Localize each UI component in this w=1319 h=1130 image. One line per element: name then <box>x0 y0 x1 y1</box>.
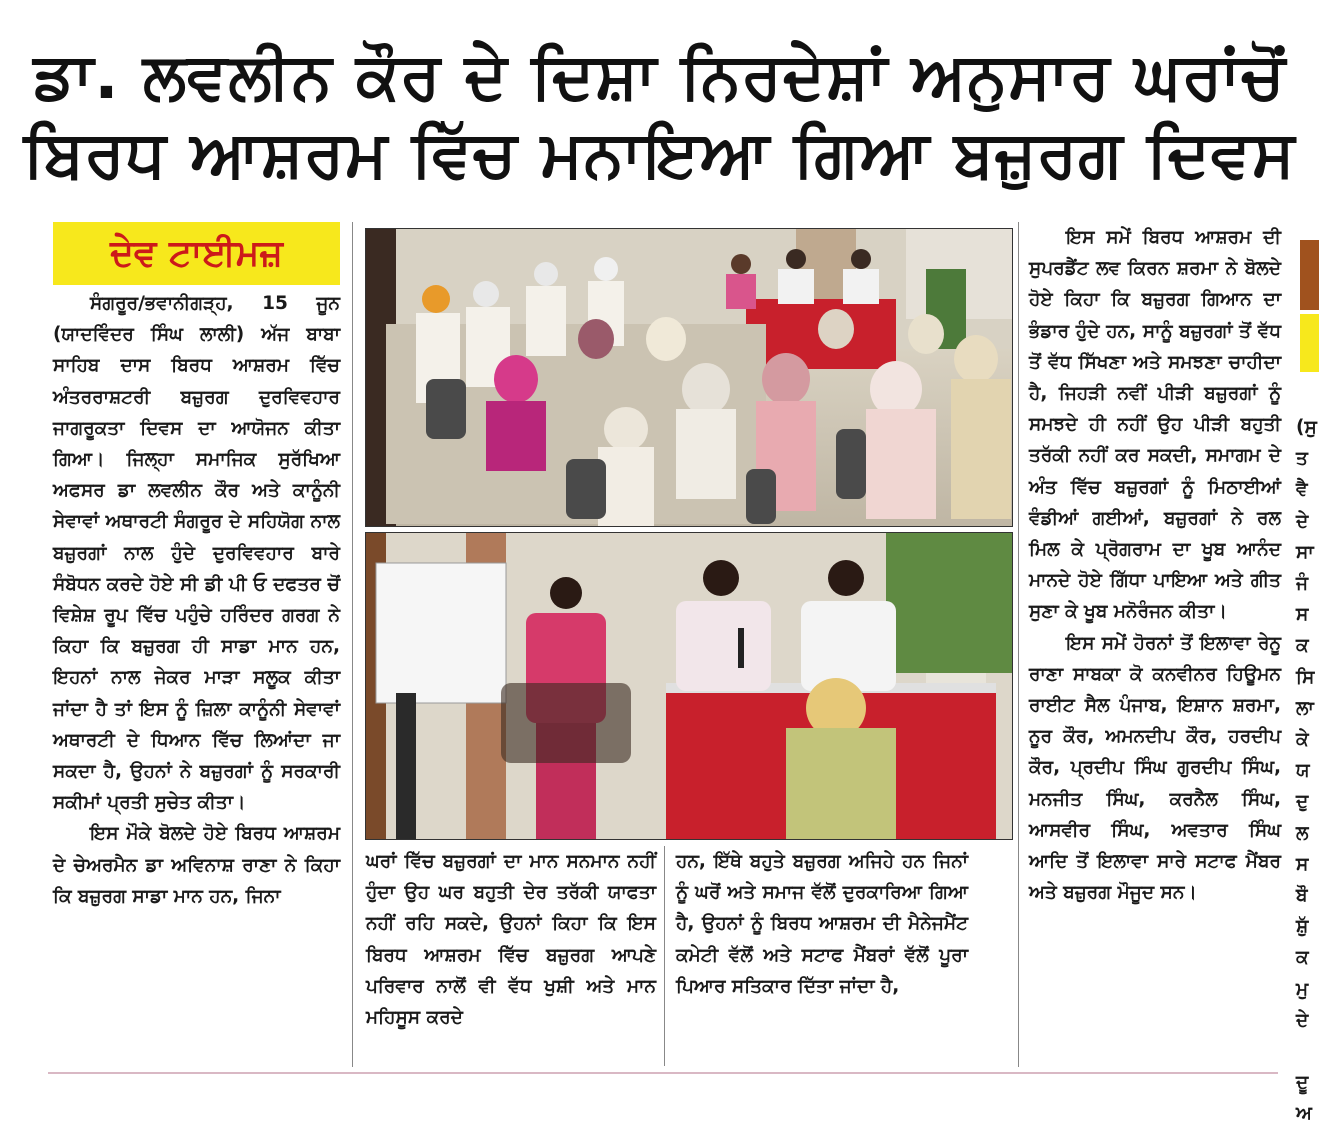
article-column-2b <box>676 846 968 1066</box>
adjacent-article-brand-fragment <box>1300 314 1319 372</box>
article-column-2a <box>366 846 656 1066</box>
adjacent-article-brand-fragment <box>1300 240 1319 310</box>
article-paragraph: ਇਸ ਸਮੇਂ ਬਿਰਧ ਆਸ਼ਰਮ ਦੀ ਸੁਪਰਡੈਂਟ ਲਵ ਕਿਰਨ ਸ਼ਰਮਾ ਨੇ ਬੋਲਦੇ ਹੋਏ ਕਿਹਾ ਕਿ ਬਜ਼ੁਰਗ ਗਿਆਨ ਦਾ ਭੰਡਾਰ ਹੁੰਦੇ ਹਨ, ਸਾਨੂੰ ਬਜ਼ੁਰਗਾਂ ਤੋਂ ਵੱਧ ਤੋਂ ਵੱਧ ਸਿੱਖਣਾ ਅਤੇ ਸਮਝਣਾ ਚਾਹੀਦਾ ਹੈ, ਜਿਹੜੀ ਨਵੀਂ ਪੀੜੀ ਬਜ਼ੁਰਗਾਂ ਨੂੰ ਸਮਝਦੇ ਹੀ ਨਹੀਂ ਉਹ ਪੀੜੀ ਬਹੁਤੀ ਤਰੱਕੀ ਨਹੀਂ ਕਰ ਸਕਦੀ, ਸਮਾਗਮ ਦੇ ਅੰਤ ਵਿੱਚ ਬਜ਼ੁਰਗਾਂ ਨੂੰ ਮਿਠਾਈਆਂ ਵੰਡੀਆਂ ਗਈਆਂ, ਬਜ਼ੁਰਗਾਂ ਨੇ ਰਲ ਮਿਲ ਕੇ ਪ੍ਰੋਗਰਾਮ ਦਾ ਖੂਬ ਆਨੰਦ ਮਾਨਦੇ ਹੋਏ ਗਿੱਧਾ ਪਾਇਆ ਅਤੇ ਗੀਤ ਸੁਣਾ ਕੇ ਖੂਬ ਮਨੋਰੰਜਨ ਕੀਤਾ। <box>1029 227 1281 623</box>
headline-line-2: ਬਿਰਧ ਆਸ਼ਰਮ ਵਿੱਚ ਮਨਾਇਆ ਗਿਆ ਬਜ਼ੁਰਗ ਦਿਵਸ <box>23 118 1296 192</box>
headline-line-1: ਡਾ. ਲਵਲੀਨ ਕੌਰ ਦੇ ਦਿਸ਼ਾ ਨਿਰਦੇਸ਼ਾਂ ਅਨੁਸਾਰ ਘਰਾਂਚੋਂ <box>33 40 1286 114</box>
article-paragraph: ਇਸ ਸਮੇਂ ਹੋਰਨਾਂ ਤੋਂ ਇਲਾਵਾ ਰੇਨੂ ਰਾਣਾ ਸਾਬਕਾ ਕੋ ਕਨਵੀਨਰ ਹਿਊਮਨ ਰਾਈਟ ਸੈਲ ਪੰਜਾਬ, ਇਸ਼ਾਨ ਸ਼ਰਮਾ, ਨੂਰ ਕੌਰ, ਅਮਨਦੀਪ ਕੌਰ, ਹਰਦੀਪ ਕੌਰ, ਪ੍ਰਦੀਪ ਸਿੰਘ ਗੁਰਦੀਪ ਸਿੰਘ, ਮਨਜੀਤ ਸਿੰਘ, ਕਰਨੈਲ ਸਿੰਘ, ਆਸਵੀਰ ਸਿੰਘ, ਅਵਤਾਰ ਸਿੰਘ ਆਦਿ ਤੋਂ ਇਲਾਵਾ ਸਾਰੇ ਸਟਾਫ ਮੈਂਬਰ ਅਤੇ ਬਜ਼ੁਰਗ ਮੌਜੂਦ ਸਨ। <box>1029 632 1281 904</box>
newspaper-brand-name: ਦੇਵ ਟਾਈਮਜ਼ <box>110 232 283 274</box>
article-paragraph: ਸੰਗਰੂਰ/ਭਵਾਨੀਗੜ੍ਹ, 15 ਜੂਨ (ਯਾਦਵਿੰਦਰ ਸਿੰਘ ਲਾਲੀ) ਅੱਜ ਬਾਬਾ ਸਾਹਿਬ ਦਾਸ ਬਿਰਧ ਆਸ਼ਰਮ ਵਿੱਚ ਅੰਤਰਰਾਸ਼ਟਰੀ ਬਜ਼ੁਰਗ ਦੁਰਵਿਵਹਾਰ ਜਾਗਰੂਕਤਾ ਦਿਵਸ ਦਾ ਆਯੋਜਨ ਕੀਤਾ ਗਿਆ। ਜਿਲ੍ਹਾ ਸਮਾਜਿਕ ਸੁਰੱਖਿਆ ਅਫਸਰ ਡਾ ਲਵਲੀਨ ਕੌਰ ਅਤੇ ਕਾਨੂੰਨੀ ਸੇਵਾਵਾਂ ਅਥਾਰਟੀ ਸੰਗਰੂਰ ਦੇ ਸਹਿਯੋਗ ਨਾਲ ਬਜ਼ੁਰਗਾਂ ਨਾਲ ਹੁੰਦੇ ਦੁਰਵਿਵਹਾਰ ਬਾਰੇ ਸੰਬੋਧਨ ਕਰਦੇ ਹੋਏ ਸੀ ਡੀ ਪੀ ਓ ਦਫਤਰ ਚੋਂ ਵਿਸ਼ੇਸ਼ ਰੂਪ ਵਿੱਚ ਪਹੁੰਚੇ ਹਰਿੰਦਰ ਗਰਗ ਨੇ ਕਿਹਾ ਕਿ ਬਜ਼ੁਰਗ ਹੀ ਸਾਡਾ ਮਾਨ ਹਨ, ਇਹਨਾਂ ਨਾਲ ਜੇਕਰ ਮਾੜਾ ਸਲੂਕ ਕੀਤਾ ਜਾਂਦਾ ਹੈ ਤਾਂ ਇਸ ਨੂੰ ਜ਼ਿਲਾ ਕਾਨੂੰਨੀ ਸੇਵਾਵਾਂ ਅਥਾਰਟੀ ਦੇ ਧਿਆਨ ਵਿੱਚ ਲਿਆਂਦਾ ਜਾ ਸਕਦਾ ਹੈ, ਉਹਨਾਂ ਨੇ ਬਜ਼ੁਰਗਾਂ ਨੂੰ ਸਰਕਾਰੀ ਸਕੀਮਾਂ ਪ੍ਰਤੀ ਸੁਚੇਤ ਕੀਤਾ। <box>53 293 340 814</box>
panel-photo-illustration <box>366 533 1012 839</box>
newspaper-brand-box <box>53 222 340 285</box>
event-photo-audience <box>365 228 1013 527</box>
adjacent-article-text-fragment: (ਸੁ ਤ ਵੈ ਦੇ ਸਾ ਜੰ ਸ ਕ ਸਿ ਲਾ ਕੇ ਯ ਦੁ ਲ ਸ ਬੌ ਸ਼ੁੱ ਕ ਮੁ ਦੇ ਦੂ ਅ <box>1296 417 1317 1125</box>
column-divider <box>664 846 665 1066</box>
article-column-1 <box>53 288 340 1068</box>
column-divider <box>1018 222 1019 1067</box>
article-paragraph: ਇਸ ਮੌਕੇ ਬੋਲਦੇ ਹੋਏ ਬਿਰਧ ਆਸ਼ਰਮ ਦੇ ਚੇਅਰਮੈਨ ਡਾ ਅਵਿਨਾਸ਼ ਰਾਣਾ ਨੇ ਕਿਹਾ ਕਿ ਬਜ਼ੁਰਗ ਸਾਡਾ ਮਾਨ ਹਨ, ਜਿਨਾ <box>53 823 340 907</box>
bottom-rule <box>48 1072 1278 1074</box>
article-paragraph: ਘਰਾਂ ਵਿੱਚ ਬਜ਼ੁਰਗਾਂ ਦਾ ਮਾਨ ਸਨਮਾਨ ਨਹੀਂ ਹੁੰਦਾ ਉਹ ਘਰ ਬਹੁਤੀ ਦੇਰ ਤਰੱਕੀ ਯਾਫਤਾ ਨਹੀਂ ਰਹਿ ਸਕਦੇ, ਉਹਨਾਂ ਕਿਹਾ ਕਿ ਇਸ ਬਿਰਧ ਆਸ਼ਰਮ ਵਿੱਚ ਬਜ਼ੁਰਗ ਆਪਣੇ ਪਰਿਵਾਰ ਨਾਲੋਂ ਵੀ ਵੱਧ ਖੁਸ਼ੀ ਅਤੇ ਮਾਨ ਮਹਿਸੂਸ ਕਰਦੇ <box>366 851 656 1029</box>
column-divider <box>352 222 353 1067</box>
audience-photo-illustration <box>366 229 1012 526</box>
event-photo-panel <box>365 532 1013 840</box>
article-column-3 <box>1029 222 1281 1062</box>
article-paragraph: ਹਨ, ਇੱਥੇ ਬਹੁਤੇ ਬਜ਼ੁਰਗ ਅਜਿਹੇ ਹਨ ਜਿਨਾਂ ਨੂੰ ਘਰੋਂ ਅਤੇ ਸਮਾਜ ਵੱਲੋਂ ਦੁਰਕਾਰਿਆ ਗਿਆ ਹੈ, ਉਹਨਾਂ ਨੂੰ ਬਿਰਧ ਆਸ਼ਰਮ ਦੀ ਮੈਨੇਜਮੈਂਟ ਕਮੇਟੀ ਵੱਲੋਂ ਅਤੇ ਸਟਾਫ ਮੈਂਬਰਾਂ ਵੱਲੋਂ ਪੂਰਾ ਪਿਆਰ ਸਤਿਕਾਰ ਦਿੱਤਾ ਜਾਂਦਾ ਹੈ, <box>676 851 968 997</box>
